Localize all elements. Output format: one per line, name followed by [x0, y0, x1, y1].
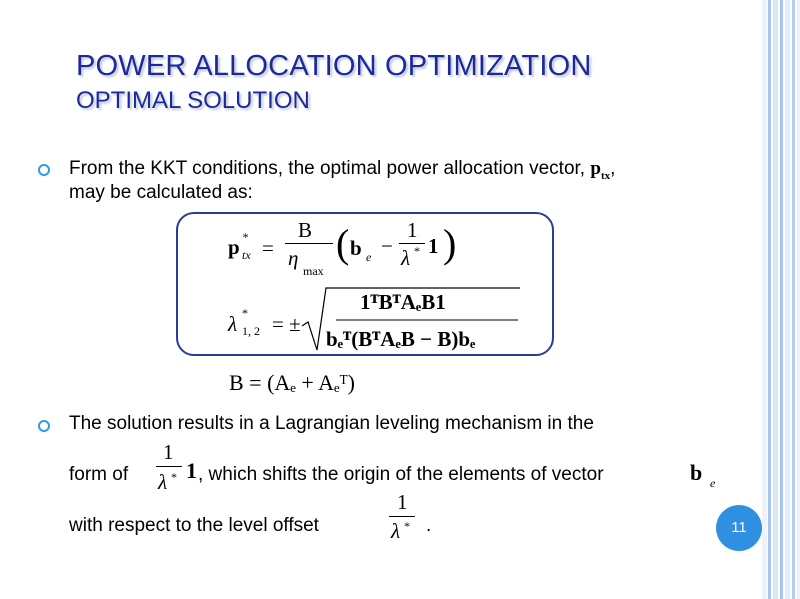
bullet-1-line-2: may be calculated as: — [69, 182, 253, 203]
bullet-icon — [38, 420, 50, 432]
eq1-fraction-bar — [285, 243, 333, 244]
page-number-badge: 11 — [716, 505, 762, 551]
bullet-2-line-1: The solution results in a Lagrangian leveling mechanism in the — [69, 413, 594, 434]
ptx-symbol: $p_{tx}$ — [590, 158, 611, 182]
eq1-denominator: η — [288, 246, 299, 270]
vector-b: b — [690, 460, 703, 485]
decorative-stripes — [762, 0, 800, 599]
vector-one: 1 — [186, 458, 197, 483]
eq1-lhs: p — [228, 235, 240, 259]
eq3: B = (Aₑ + Aₑᵀ) — [229, 370, 355, 395]
slide-subtitle: OPTIMAL SOLUTION — [76, 87, 310, 114]
bullet-2-line-2a: form of — [69, 464, 129, 485]
bullet-2-line-2b: , which shifts the origin of the elements of vector — [198, 464, 604, 485]
eq1-b: b — [350, 236, 362, 260]
bullet-icon — [38, 164, 50, 176]
eq2-denominator: bₑᵀ(BᵀAₑB − B)bₑ — [326, 327, 476, 351]
eq1-numerator: B — [298, 218, 313, 242]
eq2-lhs: λ — [228, 312, 238, 336]
bullet-1-line-1: From the KKT conditions, the optimal power allocation vector, $p_{tx}$, — [69, 158, 616, 182]
eq2-numerator: 1ᵀBᵀAₑB1 — [360, 290, 446, 314]
bullet-2-line-3a: with respect to the level offset — [69, 515, 319, 536]
slide-title: POWER ALLOCATION OPTIMIZATION — [76, 50, 592, 82]
bullet-2-line-3b: . — [426, 515, 432, 536]
